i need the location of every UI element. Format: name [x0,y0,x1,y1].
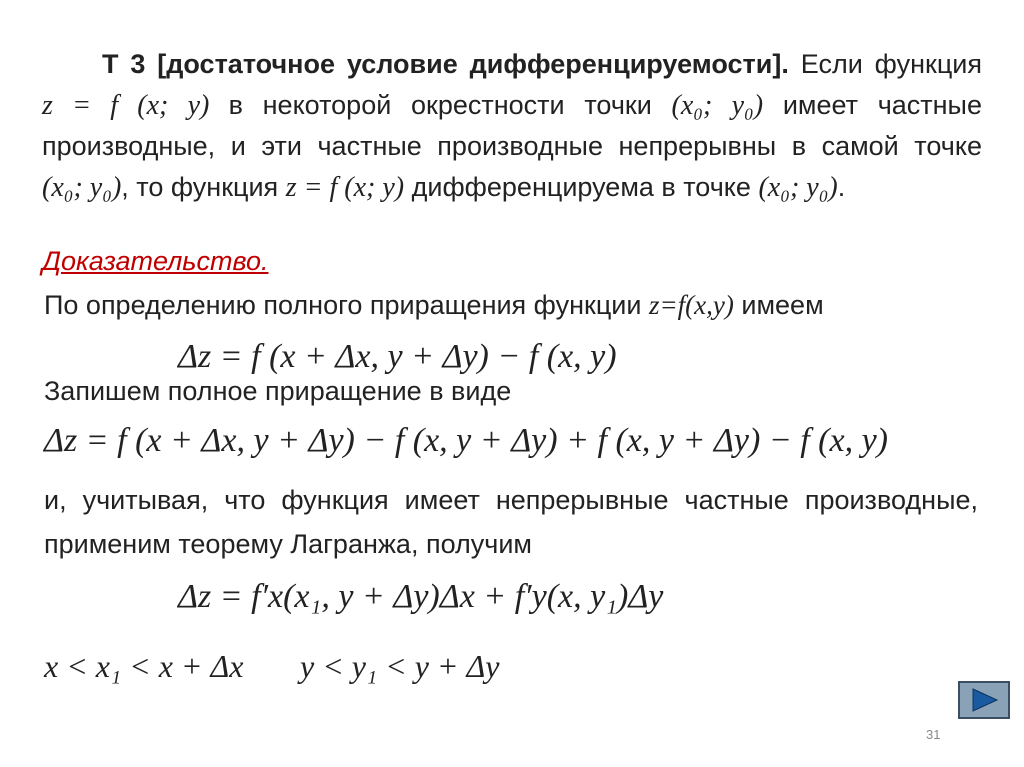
theorem-text-if: Если функция [800,49,982,79]
theorem-text-2: имеет частные производные, и эти частные производные непрерывны в самой точке [42,90,982,161]
theorem-text-1: в некоторой окрестности точки [228,90,652,120]
formula-z-f-x-y-2: z = f (x; y) [285,172,405,203]
write-line: Запишем полное приращение в виде [44,376,512,406]
formula-lagrange: Δz = f′x(x₁, y + Δy)Δx + f′y(x, y₁)Δy [178,578,664,615]
point-x0-y0-3: (x₀; y₀) [758,172,838,203]
definition-suffix: имеем [733,290,824,320]
proof-heading: Доказательство. [42,246,269,276]
definition-func: z=f(x,y) [648,290,734,320]
next-slide-button[interactable] [958,681,1010,719]
page-number: 31 [926,727,941,742]
inequality-y: y < y₁ < y + Δy [300,648,500,684]
inequality-x: x < x₁ < x + Δx [44,648,244,684]
point-x0-y0: (x₀; y₀) [671,90,764,121]
theorem-label: Т 3 [достаточное условие дифференцируемости]. [102,49,789,79]
formula-z-f-x-y: z = f (x; y) [42,90,210,121]
lagrange-paragraph: и, учитывая, что функция имеет непрерывные частные производные, применим теорему Лагранжа, получим [44,485,978,559]
theorem-text-4: дифференцируема в точке [411,172,751,202]
theorem-text-3: , то функция [121,172,279,202]
definition-line [44,290,824,321]
formula-total-increment: Δz = f (x + Δx, y + Δy) − f (x, y) [178,338,617,375]
theorem-statement [42,44,982,208]
play-right-icon [967,687,1001,713]
point-x0-y0-2: (x₀; y₀) [42,172,122,203]
formula-split-increment: Δz = f (x + Δx, y + Δy) − f (x, y + Δy) + f (x, y + Δy) − f (x, y) [44,422,889,459]
theorem-text-end: . [837,172,846,202]
definition-prefix: По определению полного приращения функции [44,290,649,320]
